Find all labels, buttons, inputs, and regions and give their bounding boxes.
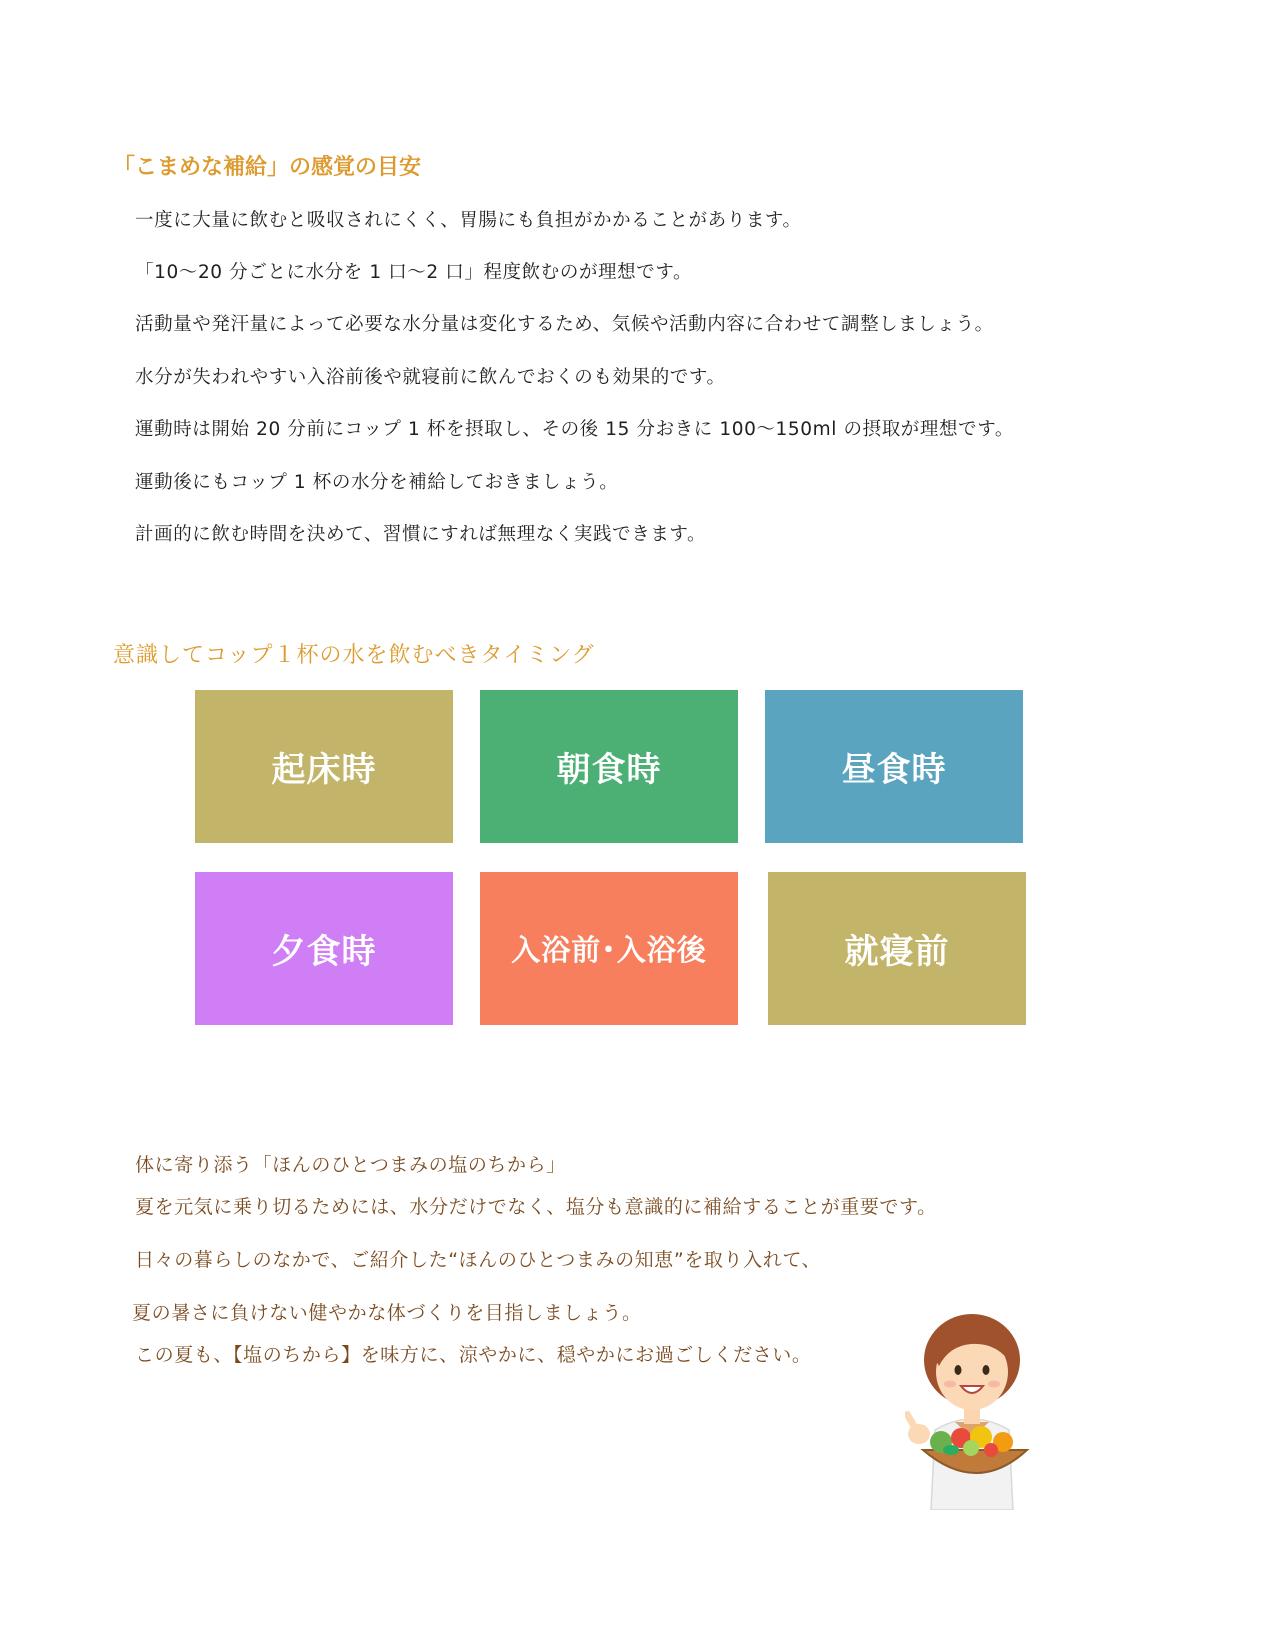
section3-title: 体に寄り添う「ほんのひとつまみの塩のちから」 xyxy=(135,1154,566,1176)
section1-paragraph-2: 「10～20 分ごとに水分を 1 口～2 口」程度飲むのが理想です。 xyxy=(135,262,693,283)
section1-paragraph-1: 一度に大量に飲むと吸収されにくく、胃腸にも負担がかかることがあります。 xyxy=(135,210,802,231)
timing-tile-label: 朝食時 xyxy=(556,750,662,790)
timing-tile-dinner xyxy=(195,872,453,1025)
timing-tile-breakfast xyxy=(480,690,738,843)
section3-line-3: 夏の暑さに負けない健やかな体づくりを目指しましょう。 xyxy=(132,1302,642,1324)
section3-line-1: 夏を元気に乗り切るためには、水分だけでなく、塩分も意識的に補給することが重要です。 xyxy=(135,1196,937,1218)
section3-line-4: この夏も、【塩のちから】を味方に、涼やかに、穏やかにお過ごしください。 xyxy=(135,1344,812,1366)
woman-with-vegetable-bowl-icon xyxy=(905,1310,1040,1510)
timing-tile-label: 夕食時 xyxy=(271,932,377,972)
section1-paragraph-4: 水分が失われやすい入浴前後や就寝前に飲んでおくのも効果的です。 xyxy=(135,367,726,388)
section1-paragraph-6: 運動後にもコップ 1 杯の水分を補給しておきましょう。 xyxy=(135,472,619,493)
timing-tile-label: 就寝前 xyxy=(844,932,950,972)
timing-tile-label: 入浴前･入浴後 xyxy=(511,933,707,967)
section1-heading: 「こまめな補給」の感覚の目安 xyxy=(113,155,422,180)
section3-line-2: 日々の暮らしのなかで、ご紹介した“ほんのひとつまみの知恵”を取り入れて、 xyxy=(135,1249,822,1271)
section2-heading: 意識してコップ１杯の水を飲むべきタイミング xyxy=(113,643,595,668)
timing-tile-wake-up xyxy=(195,690,453,843)
timing-tile-label: 起床時 xyxy=(271,750,377,790)
timing-tile-bedtime xyxy=(768,872,1026,1025)
section1-paragraph-5: 運動時は開始 20 分前にコップ 1 杯を摂取し、その後 15 分おきに 100～150ml の摂取が理想です。 xyxy=(135,419,1014,440)
section1-paragraph-3: 活動量や発汗量によって必要な水分量は変化するため、気候や活動内容に合わせて調整しましょう。 xyxy=(135,314,994,335)
timing-tile-label: 昼食時 xyxy=(841,750,947,790)
section1-paragraph-7: 計画的に飲む時間を決めて、習慣にすれば無理なく実践できます。 xyxy=(135,524,707,545)
timing-tile-lunch xyxy=(765,690,1023,843)
timing-tile-bath xyxy=(480,872,738,1025)
